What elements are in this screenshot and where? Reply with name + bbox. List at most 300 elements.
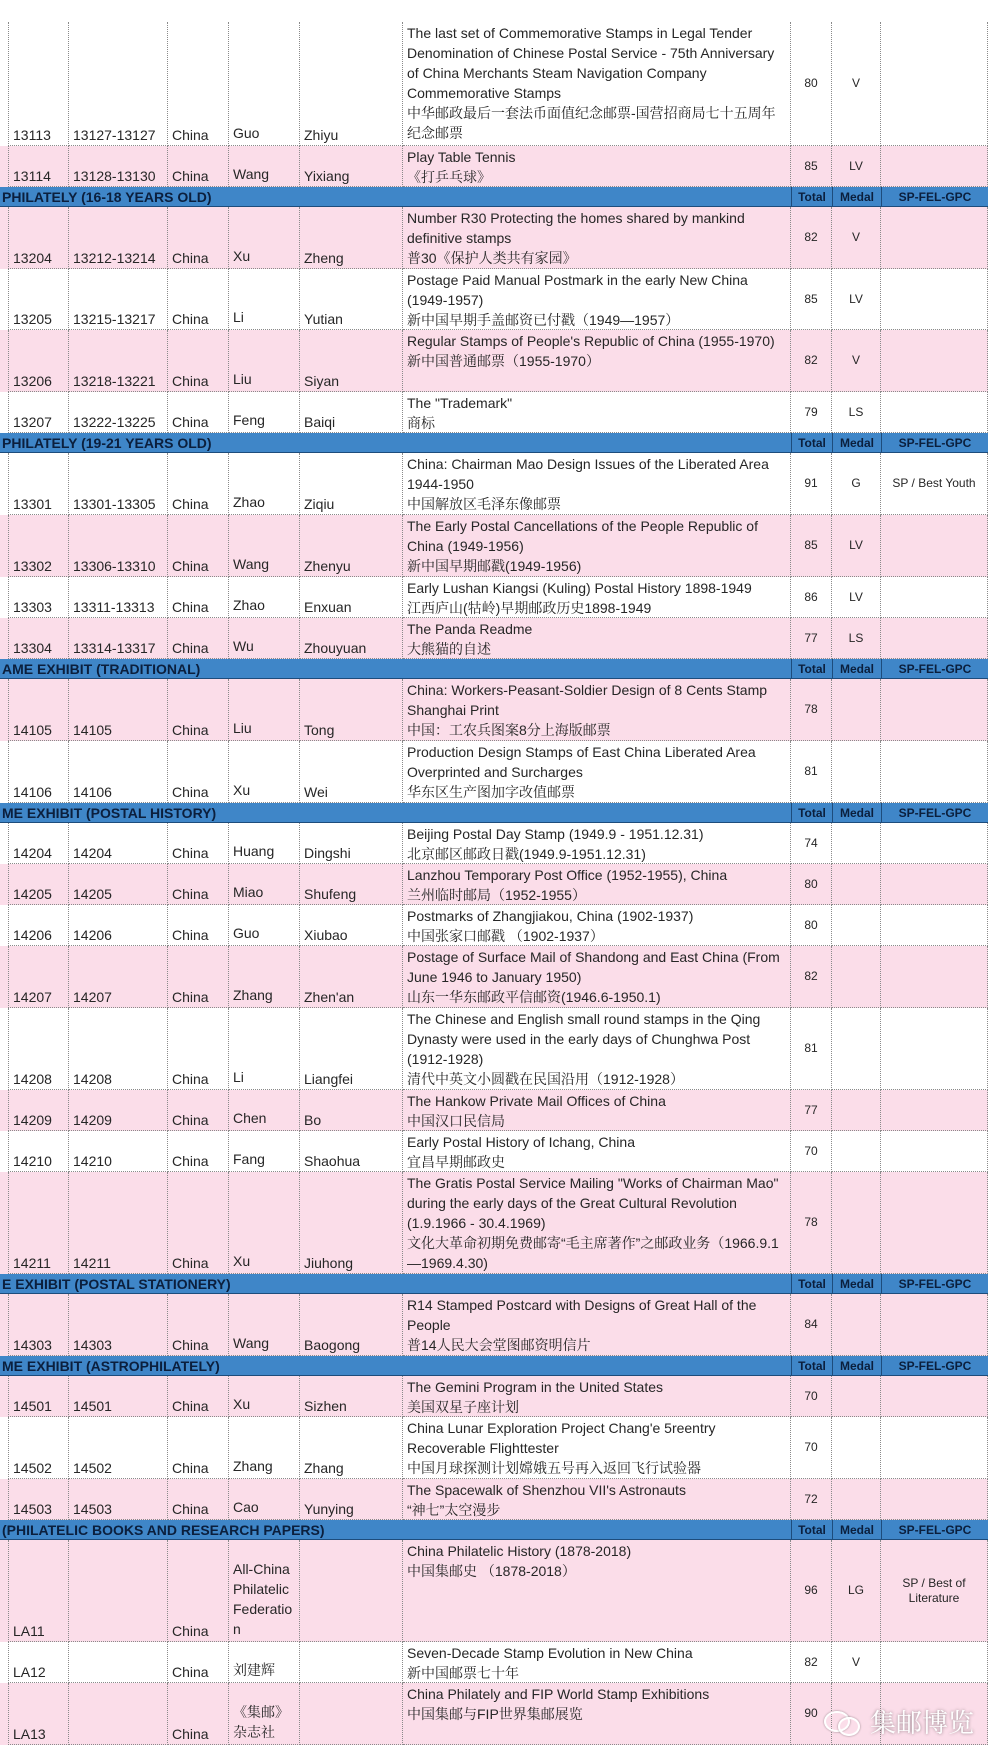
cell-country <box>168 1683 229 1745</box>
cell-exhibit-number-text: 14209 <box>13 1112 52 1128</box>
cell-exhibit-number <box>8 1090 69 1131</box>
table-row <box>0 146 988 187</box>
cell-total-text: 79 <box>804 404 818 419</box>
exhibit-title-chinese: 北京邮区邮政日戳(1949.9-1951.12.31) <box>407 846 646 862</box>
cell-exhibit-number-text: 13204 <box>13 250 52 266</box>
cell-given-name <box>300 618 403 659</box>
cell-surname-text: Xu <box>233 782 251 798</box>
cell-surname-text: Wu <box>233 638 254 654</box>
cell-surname-text: Xu <box>233 248 251 264</box>
table-row <box>0 515 988 577</box>
cell-exhibit-number <box>8 823 69 864</box>
cell-exhibit-number-text: LA13 <box>13 1726 46 1742</box>
cell-country <box>168 577 229 618</box>
cell-special-prize <box>881 1417 988 1479</box>
cell-given-name <box>300 1479 403 1520</box>
cell-exhibit-number-text: 13303 <box>13 599 52 615</box>
cell-total <box>791 22 832 146</box>
cell-frame-range <box>69 392 168 433</box>
cell-special-prize <box>881 1540 988 1642</box>
cell-country <box>168 453 229 515</box>
cell-frame-range <box>69 269 168 330</box>
cell-frame-range <box>69 1479 168 1520</box>
cell-frame-range <box>69 1683 168 1745</box>
cell-exhibit-title <box>403 577 791 618</box>
cell-given-name <box>300 864 403 905</box>
cell-country <box>168 1172 229 1274</box>
cell-special-prize <box>881 1172 988 1274</box>
cell-total <box>791 146 832 187</box>
cell-surname-text: Chen <box>233 1110 267 1126</box>
cell-country-text: China <box>172 250 209 266</box>
cell-surname-text: Cao <box>233 1499 259 1515</box>
cell-total-text: 86 <box>804 589 818 604</box>
exhibit-title-english: The Chinese and English small round stamps in the Qing Dynasty were used in the early days of Chunghwa Post (1912-1928) <box>407 1011 761 1067</box>
cell-country <box>168 864 229 905</box>
cell-exhibit-title <box>403 946 791 1008</box>
cell-given-name-text: Yunying <box>304 1501 354 1517</box>
exhibit-title-chinese: 新中国早期手盖邮资已付戳（1949—1957） <box>407 312 680 328</box>
cell-frame-range <box>69 905 168 946</box>
cell-surname <box>229 1008 300 1090</box>
cell-given-name-text: Wei <box>304 784 328 800</box>
section-title: E EXHIBIT (POSTAL STATIONERY) <box>2 1276 231 1292</box>
cell-frame-range <box>69 1008 168 1090</box>
cell-total-text: 90 <box>804 1706 818 1720</box>
cell-country <box>168 1540 229 1642</box>
cell-total <box>791 1642 832 1683</box>
cell-surname <box>229 453 300 515</box>
cell-total <box>791 618 832 659</box>
cell-medal-text: LG <box>847 1583 864 1597</box>
cell-special-prize-text: SP / Best of Literature <box>902 1575 966 1605</box>
table-row <box>0 1642 988 1683</box>
cell-frame-range-text: 14206 <box>73 927 112 943</box>
cell-exhibit-title <box>403 207 791 269</box>
cell-given-name <box>300 679 403 741</box>
cell-total <box>791 864 832 905</box>
cell-country-text: China <box>172 845 209 861</box>
header-medal: Medal <box>832 1520 881 1540</box>
cell-medal <box>832 905 881 946</box>
cell-country-text: China <box>172 886 209 902</box>
cell-total-text: 80 <box>804 76 818 90</box>
cell-total-text: 85 <box>804 158 818 173</box>
exhibit-title-english: Play Table Tennis <box>407 149 516 165</box>
cell-surname-text: Xu <box>233 1396 251 1412</box>
cell-surname-text: Zhao <box>233 597 265 613</box>
cell-surname-text: Wang <box>233 556 270 572</box>
cell-total <box>791 905 832 946</box>
header-total: Total <box>791 187 832 207</box>
cell-special-prize-text: SP / Best Youth <box>892 476 976 490</box>
cell-exhibit-title <box>403 146 791 187</box>
table-row <box>0 741 988 803</box>
cell-country <box>168 515 229 577</box>
cell-medal <box>832 946 881 1008</box>
cell-medal-text: LV <box>849 589 863 604</box>
cell-medal <box>832 146 881 187</box>
exhibit-title-english: China: Workers-Peasant-Soldier Design of 8 Cents Stamp Shanghai Print <box>407 682 768 718</box>
header-medal: Medal <box>832 433 881 453</box>
cell-frame-range <box>69 1642 168 1683</box>
exhibit-title-chinese: 宜昌早期邮政史 <box>407 1154 505 1170</box>
cell-exhibit-number-text: 13207 <box>13 414 52 430</box>
cell-frame-range <box>69 946 168 1008</box>
cell-total <box>791 330 832 392</box>
cell-given-name <box>300 22 403 146</box>
cell-total-text: 80 <box>804 876 818 891</box>
cell-exhibit-number-text: 13301 <box>13 496 52 512</box>
cell-exhibit-title <box>403 679 791 741</box>
cell-total <box>791 823 832 864</box>
cell-medal <box>832 453 881 515</box>
cell-frame-range-text: 14105 <box>73 722 112 738</box>
cell-total <box>791 207 832 269</box>
cell-surname <box>229 577 300 618</box>
cell-surname <box>229 392 300 433</box>
section-title: ME EXHIBIT (POSTAL HISTORY) <box>2 805 217 821</box>
exhibit-title-chinese: 《打乒乓球》 <box>407 169 491 185</box>
section-title: PHILATELY (16-18 YEARS OLD) <box>2 189 212 205</box>
header-medal: Medal <box>832 1274 881 1294</box>
cell-total-text: 91 <box>804 476 818 490</box>
exhibit-title-english: The Early Postal Cancellations of the People Republic of China (1949-1956) <box>407 518 758 554</box>
table-row <box>0 1172 988 1274</box>
table-row <box>0 453 988 515</box>
cell-given-name <box>300 207 403 269</box>
exhibit-title-english: The Hankow Private Mail Offices of China <box>407 1093 666 1109</box>
cell-given-name-text: Jiuhong <box>304 1255 354 1271</box>
cell-frame-range-text: 14209 <box>73 1112 112 1128</box>
cell-given-name-text: Zhenyu <box>304 558 351 574</box>
cell-medal-text: LV <box>849 291 863 306</box>
table-row <box>0 864 988 905</box>
cell-given-name-text: Baiqi <box>304 414 336 430</box>
cell-frame-range <box>69 146 168 187</box>
section-header-row <box>0 659 988 679</box>
cell-country <box>168 1294 229 1356</box>
cell-given-name <box>300 1172 403 1274</box>
cell-frame-range-text: 14208 <box>73 1071 112 1087</box>
cell-frame-range-text: 13222-13225 <box>73 414 156 430</box>
cell-surname <box>229 1131 300 1172</box>
section-title: ME EXHIBIT (ASTROPHILATELY) <box>2 1358 220 1374</box>
cell-total <box>791 741 832 803</box>
header-special-prize: SP-FEL-GPC <box>881 187 988 207</box>
cell-special-prize <box>881 330 988 392</box>
cell-medal-text: LS <box>848 404 864 419</box>
cell-frame-range <box>69 1417 168 1479</box>
cell-medal-text: V <box>851 76 860 90</box>
cell-frame-range <box>69 453 168 515</box>
cell-frame-range-text: 14211 <box>73 1255 111 1271</box>
cell-medal <box>832 577 881 618</box>
cell-country-text: China <box>172 127 209 143</box>
section-header-row <box>0 433 988 453</box>
cell-medal <box>832 1540 881 1642</box>
cell-given-name <box>300 453 403 515</box>
cell-medal-text: V <box>851 1654 860 1669</box>
exhibit-title-english: Postmarks of Zhangjiakou, China (1902-1937) <box>407 908 694 924</box>
exhibit-title-chinese: 新中国邮票七十年 <box>407 1665 519 1681</box>
cell-exhibit-number-text: 14206 <box>13 927 52 943</box>
cell-country <box>168 269 229 330</box>
cell-surname-text: Huang <box>233 843 275 859</box>
cell-special-prize <box>881 1376 988 1417</box>
header-special-prize: SP-FEL-GPC <box>881 1274 988 1294</box>
cell-surname <box>229 864 300 905</box>
cell-frame-range <box>69 618 168 659</box>
cell-country <box>168 1417 229 1479</box>
cell-surname-text: 刘建辉 <box>233 1662 275 1678</box>
cell-surname <box>229 22 300 146</box>
cell-country-text: China <box>172 640 209 656</box>
table-row <box>0 905 988 946</box>
exhibit-title-chinese: 商标 <box>407 415 435 431</box>
table-row <box>0 1376 988 1417</box>
cell-total <box>791 1008 832 1090</box>
cell-total-text: 74 <box>804 835 818 850</box>
cell-surname-text: Wang <box>233 1335 270 1351</box>
section-header-row <box>0 187 988 207</box>
cell-medal <box>832 1131 881 1172</box>
cell-surname-text: Feng <box>233 412 265 428</box>
header-medal: Medal <box>832 803 881 823</box>
cell-frame-range <box>69 1172 168 1274</box>
cell-total-text: 82 <box>804 969 818 983</box>
cell-special-prize <box>881 146 988 187</box>
cell-exhibit-number <box>8 1376 69 1417</box>
cell-medal-text: LV <box>849 158 863 173</box>
cell-country <box>168 905 229 946</box>
cell-medal <box>832 269 881 330</box>
table-row <box>0 1479 988 1520</box>
cell-frame-range <box>69 1294 168 1356</box>
cell-exhibit-number-text: 14106 <box>13 784 52 800</box>
cell-special-prize <box>881 864 988 905</box>
header-special-prize: SP-FEL-GPC <box>881 1356 988 1376</box>
cell-medal <box>832 1417 881 1479</box>
cell-surname <box>229 823 300 864</box>
cell-given-name <box>300 1417 403 1479</box>
cell-surname-text: Fang <box>233 1151 265 1167</box>
table-row <box>0 823 988 864</box>
cell-exhibit-number-text: 13113 <box>13 127 51 143</box>
table-row <box>0 1417 988 1479</box>
cell-surname-text: 《集邮》杂志社 <box>233 1704 289 1740</box>
header-total: Total <box>791 433 832 453</box>
cell-exhibit-title <box>403 823 791 864</box>
cell-exhibit-number-text: 13302 <box>13 558 52 574</box>
cell-exhibit-number-text: LA11 <box>13 1623 45 1639</box>
cell-surname-text: Liu <box>233 371 252 387</box>
cell-medal-text: LV <box>849 538 863 552</box>
exhibit-title-chinese: 普14人民大会堂图邮资明信片 <box>407 1337 591 1353</box>
cell-frame-range-text: 14205 <box>73 886 112 902</box>
cell-exhibit-title <box>403 864 791 905</box>
exhibit-title-chinese: 新中国早期邮戳(1949-1956) <box>407 558 582 574</box>
cell-surname <box>229 269 300 330</box>
cell-surname <box>229 905 300 946</box>
cell-exhibit-title <box>403 392 791 433</box>
cell-given-name-text: Bo <box>304 1112 322 1128</box>
cell-given-name-text: Shufeng <box>304 886 357 902</box>
cell-country <box>168 392 229 433</box>
exhibit-title-chinese: 华东区生产图加字改值邮票 <box>407 784 575 800</box>
wechat-icon <box>824 1707 860 1737</box>
cell-frame-range-text: 13127-13127 <box>73 127 156 143</box>
cell-country-text: China <box>172 168 209 184</box>
cell-frame-range-text: 14210 <box>73 1153 112 1169</box>
exhibit-title-chinese: 兰州临时邮局（1952-1955） <box>407 887 586 903</box>
cell-exhibit-number <box>8 269 69 330</box>
cell-surname <box>229 1376 300 1417</box>
exhibit-title-english: The Gratis Postal Service Mailing "Works of Chairman Mao" during the early days of the Great Cultural Revolution (1.9.1966 - 30.4.1969) <box>407 1175 779 1231</box>
table-row <box>0 269 988 330</box>
cell-country <box>168 330 229 392</box>
cell-exhibit-title <box>403 618 791 659</box>
header-total: Total <box>791 1356 832 1376</box>
cell-total-text: 82 <box>804 1654 818 1669</box>
cell-surname-text: All-China Philatelic Federation <box>233 1561 293 1637</box>
cell-country-text: China <box>172 558 209 574</box>
cell-exhibit-number-text: 14502 <box>13 1460 52 1476</box>
header-special-prize: SP-FEL-GPC <box>881 659 988 679</box>
exhibit-title-english: R14 Stamped Postcard with Designs of Great Hall of the People <box>407 1297 757 1333</box>
cell-surname <box>229 146 300 187</box>
cell-surname <box>229 330 300 392</box>
cell-frame-range <box>69 22 168 146</box>
exhibit-title-chinese: 美国双星子座计划 <box>407 1399 519 1415</box>
cell-given-name <box>300 1540 403 1642</box>
cell-medal <box>832 330 881 392</box>
cell-exhibit-title <box>403 1683 791 1745</box>
cell-exhibit-number-text: 13114 <box>13 168 51 184</box>
table-row <box>0 392 988 433</box>
cell-exhibit-number <box>8 1172 69 1274</box>
cell-surname-text: Guo <box>233 125 260 141</box>
cell-exhibit-number <box>8 1642 69 1683</box>
cell-given-name-text: Zhang <box>304 1460 344 1476</box>
cell-frame-range-text: 13306-13310 <box>73 558 156 574</box>
cell-exhibit-title <box>403 1090 791 1131</box>
exhibit-title-chinese: 中国解放区毛泽东像邮票 <box>407 496 561 512</box>
cell-special-prize <box>881 515 988 577</box>
cell-total-text: 78 <box>804 1215 818 1229</box>
cell-exhibit-title <box>403 453 791 515</box>
cell-country-text: China <box>172 1112 209 1128</box>
cell-special-prize <box>881 577 988 618</box>
cell-total-text: 78 <box>804 702 818 716</box>
cell-total <box>791 453 832 515</box>
cell-special-prize <box>881 1008 988 1090</box>
cell-given-name <box>300 1131 403 1172</box>
cell-frame-range-text: 14501 <box>73 1398 112 1414</box>
cell-medal <box>832 1172 881 1274</box>
exhibit-title-english: The Spacewalk of Shenzhou VII's Astronauts <box>407 1482 686 1498</box>
cell-exhibit-number <box>8 905 69 946</box>
cell-surname-text: Li <box>233 1069 244 1085</box>
cell-exhibit-number <box>8 1294 69 1356</box>
cell-exhibit-number-text: 13304 <box>13 640 52 656</box>
cell-surname <box>229 946 300 1008</box>
cell-exhibit-title <box>403 1131 791 1172</box>
exhibit-title-english: Postage of Surface Mail of Shandong and East China (From June 1946 to January 1950) <box>407 949 780 985</box>
cell-exhibit-title <box>403 330 791 392</box>
cell-given-name-text: Sizhen <box>304 1398 347 1414</box>
cell-country-text: China <box>172 1501 209 1517</box>
cell-total-text: 84 <box>804 1317 818 1331</box>
cell-given-name <box>300 1642 403 1683</box>
cell-medal <box>832 392 881 433</box>
cell-medal <box>832 618 881 659</box>
cell-medal <box>832 1479 881 1520</box>
cell-medal-text: V <box>851 230 860 244</box>
cell-given-name-text: Shaohua <box>304 1153 361 1169</box>
cell-frame-range-text: 14207 <box>73 989 112 1005</box>
cell-exhibit-number <box>8 1683 69 1745</box>
table-row <box>0 946 988 1008</box>
cell-exhibit-number-text: 14503 <box>13 1501 52 1517</box>
cell-special-prize <box>881 905 988 946</box>
cell-surname <box>229 1540 300 1642</box>
cell-frame-range-text: 13218-13221 <box>73 373 156 389</box>
cell-special-prize <box>881 1642 988 1683</box>
cell-exhibit-title <box>403 515 791 577</box>
cell-country <box>168 618 229 659</box>
cell-total-text: 72 <box>804 1491 818 1506</box>
cell-given-name-text: Siyan <box>304 373 340 389</box>
exhibit-title-english: The "Trademark" <box>407 395 513 411</box>
cell-exhibit-number-text: 14204 <box>13 845 52 861</box>
exhibit-title-chinese: “神七”太空漫步 <box>407 1502 501 1518</box>
section-header-row <box>0 1520 988 1540</box>
cell-given-name-text: Enxuan <box>304 599 352 615</box>
cell-frame-range <box>69 864 168 905</box>
cell-total <box>791 1090 832 1131</box>
cell-surname <box>229 679 300 741</box>
cell-surname-text: Zhang <box>233 987 273 1003</box>
cell-special-prize <box>881 946 988 1008</box>
exhibit-title-chinese: 中国张家口邮戳 （1902-1937） <box>407 928 604 944</box>
cell-exhibit-number <box>8 515 69 577</box>
cell-surname-text: Miao <box>233 884 264 900</box>
cell-exhibit-title <box>403 1376 791 1417</box>
cell-exhibit-title <box>403 1417 791 1479</box>
cell-medal <box>832 823 881 864</box>
header-medal: Medal <box>832 659 881 679</box>
cell-total-text: 77 <box>804 630 818 645</box>
cell-frame-range-text: 14106 <box>73 784 112 800</box>
cell-exhibit-title <box>403 1008 791 1090</box>
cell-exhibit-number <box>8 1008 69 1090</box>
cell-exhibit-number-text: LA12 <box>13 1664 46 1680</box>
cell-total-text: 85 <box>804 538 818 552</box>
table-row <box>0 679 988 741</box>
cell-exhibit-number-text: 14303 <box>13 1337 52 1353</box>
cell-given-name <box>300 515 403 577</box>
cell-frame-range <box>69 207 168 269</box>
cell-frame-range <box>69 1090 168 1131</box>
cell-country <box>168 1090 229 1131</box>
cell-country <box>168 1642 229 1683</box>
cell-special-prize <box>881 1479 988 1520</box>
cell-country <box>168 22 229 146</box>
cell-exhibit-title <box>403 741 791 803</box>
exhibit-title-chinese: 大熊猫的自述 <box>407 641 491 657</box>
cell-frame-range-text: 14303 <box>73 1337 112 1353</box>
